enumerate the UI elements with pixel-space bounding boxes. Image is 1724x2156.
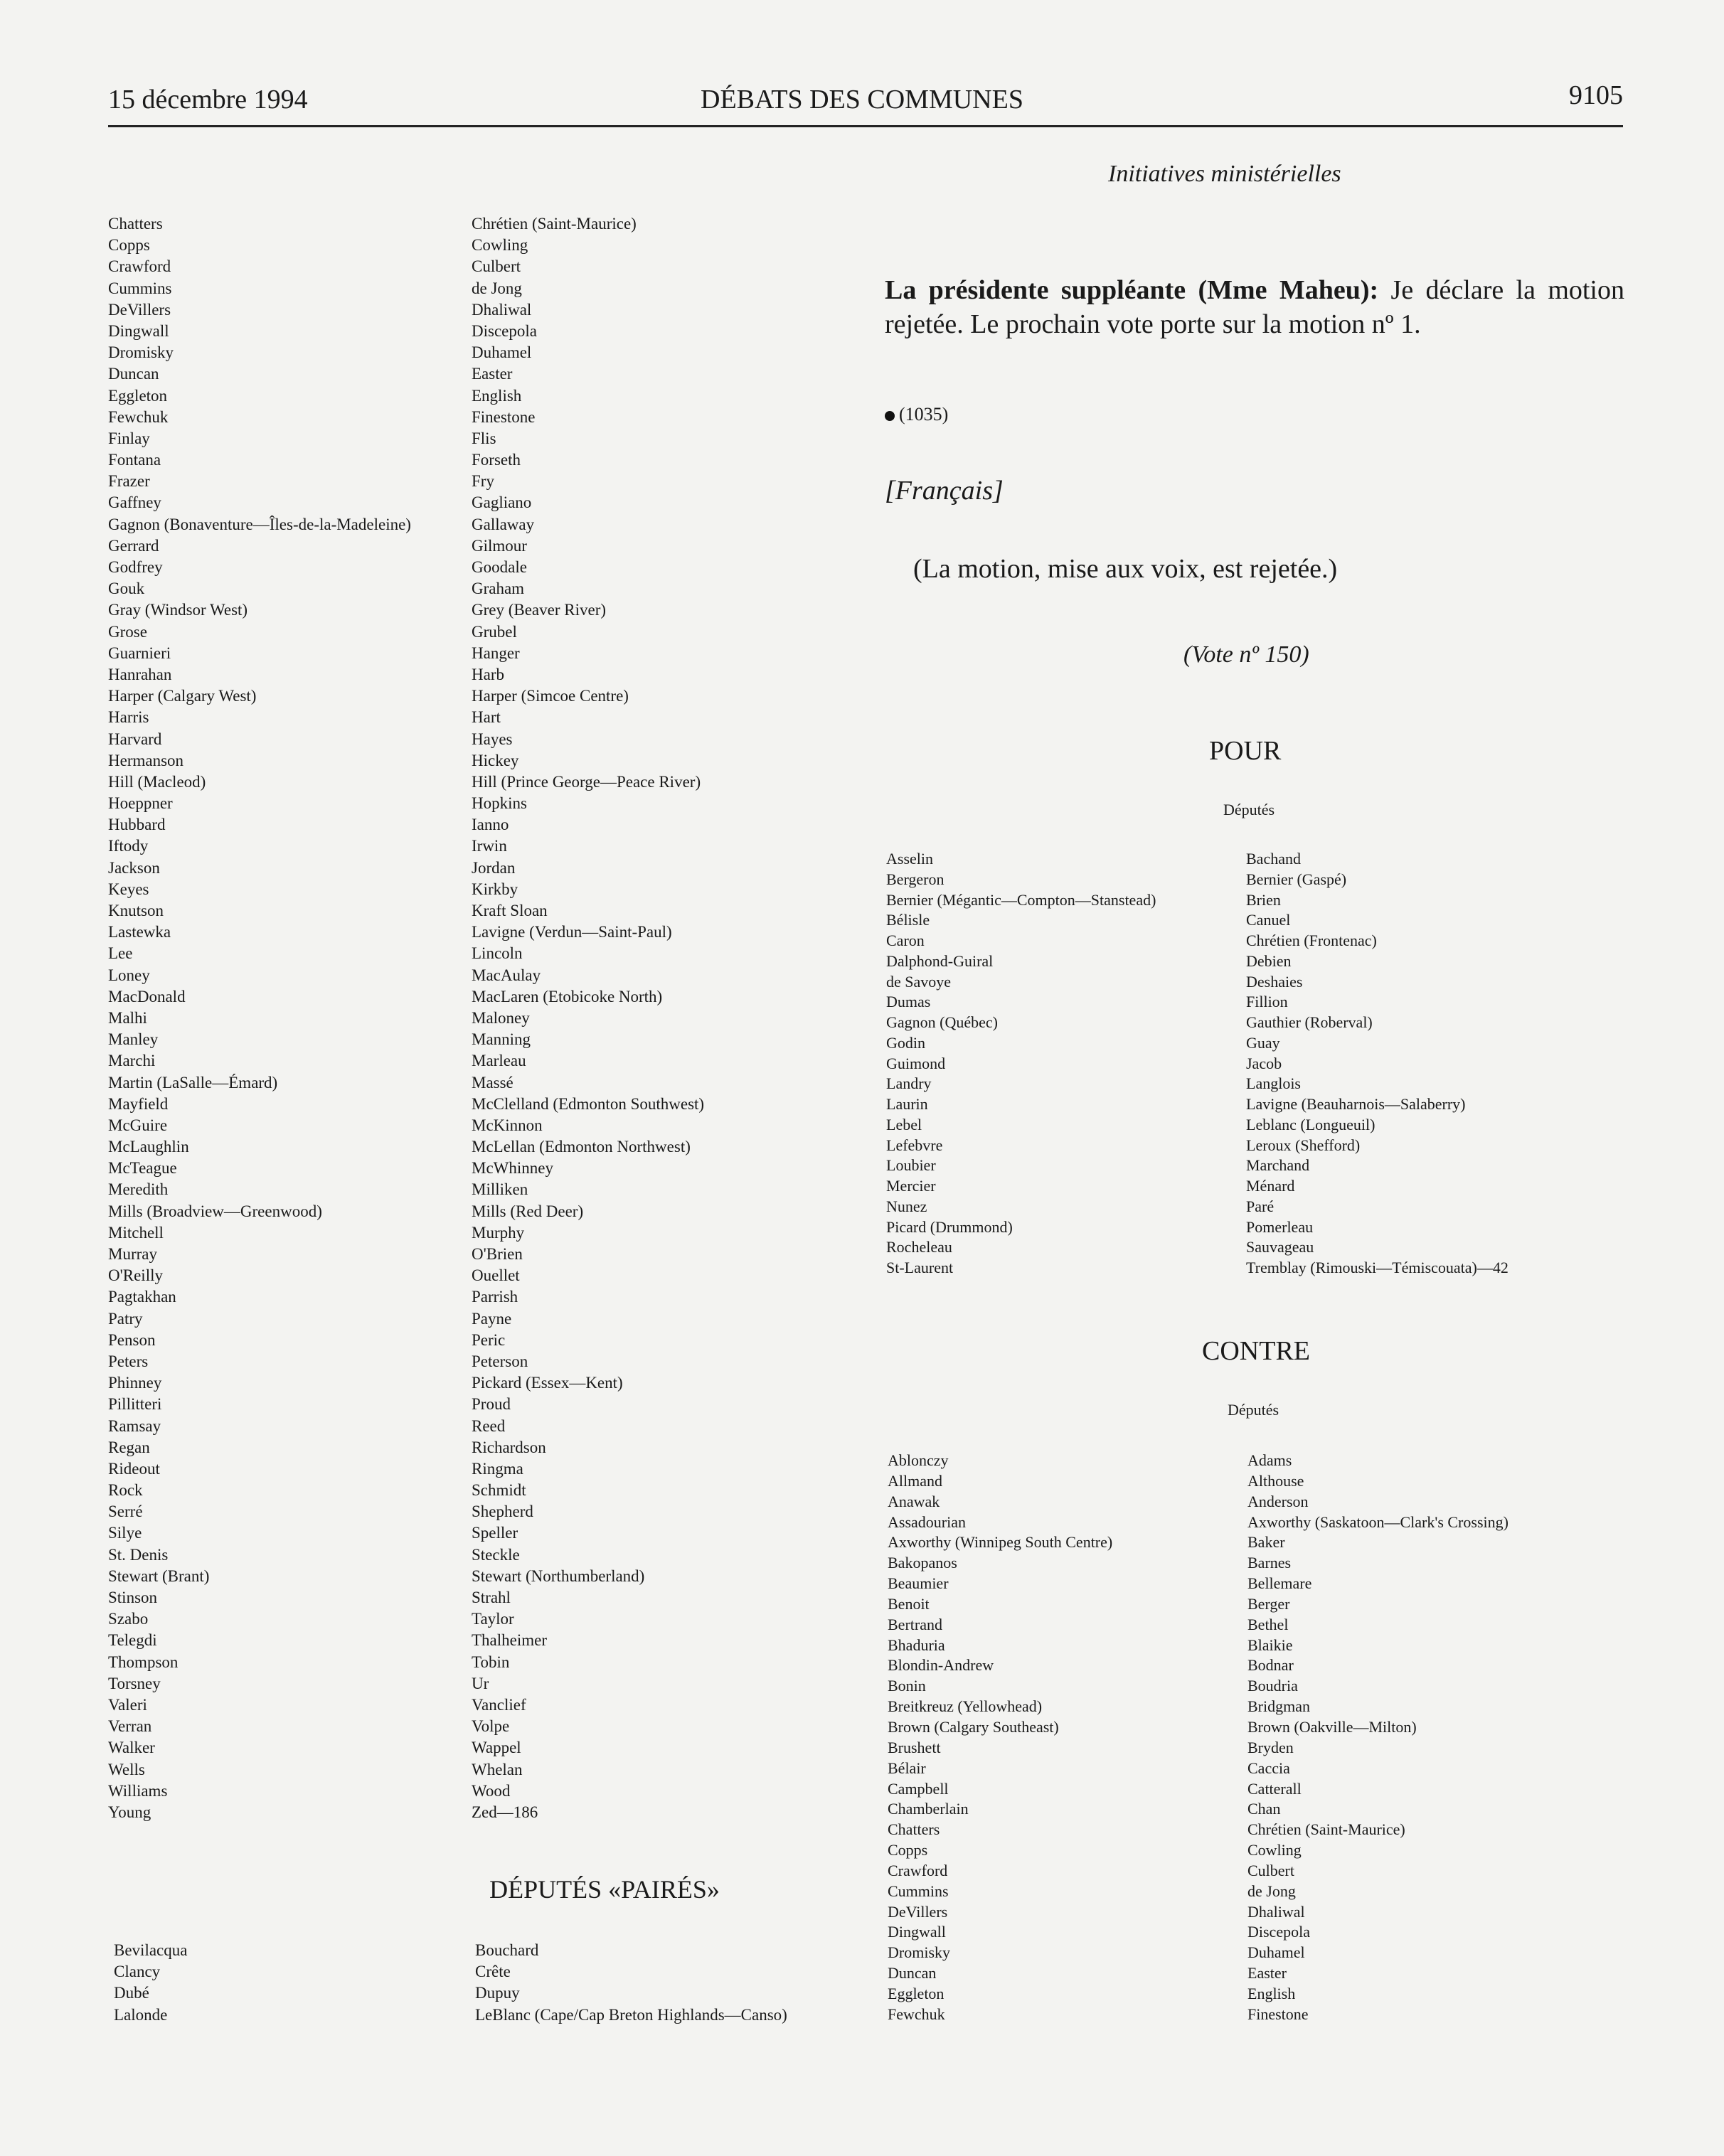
- member-name: Breitkreuz (Yellowhead): [888, 1697, 1043, 1716]
- member-name: Bryden: [1247, 1738, 1294, 1756]
- member-name: Mills (Broadview—Greenwood): [108, 1202, 322, 1220]
- member-name: Patry: [108, 1309, 143, 1328]
- member-name: Bhaduria: [888, 1635, 945, 1654]
- member-name: Szabo: [108, 1610, 149, 1628]
- member-name: Chrétien (Saint-Maurice): [472, 215, 637, 233]
- member-name: Anderson: [1247, 1492, 1309, 1510]
- member-name: Allmand: [888, 1471, 942, 1490]
- member-name: Bonin: [888, 1677, 926, 1695]
- member-name: Culbert: [472, 257, 521, 276]
- member-name: Milliken: [472, 1180, 528, 1199]
- member-name: Dhaliwal: [1247, 1902, 1305, 1921]
- member-name: St-Laurent: [886, 1259, 954, 1276]
- member-name: Blondin-Andrew: [888, 1656, 994, 1675]
- member-name: Lastewka: [108, 923, 171, 941]
- member-name: Pickard (Essex—Kent): [472, 1374, 623, 1392]
- member-name: Phinney: [108, 1374, 162, 1392]
- member-name: Beaumier: [888, 1574, 949, 1593]
- member-name: Payne: [472, 1309, 512, 1328]
- member-name: Duncan: [888, 1964, 937, 1982]
- paired-column-a: [114, 1940, 187, 2026]
- member-name: Ablonczy: [888, 1451, 949, 1469]
- member-name: Rocheleau: [886, 1238, 952, 1256]
- member-name: Murphy: [472, 1223, 525, 1242]
- member-name: Gilmour: [472, 536, 527, 555]
- member-name: Mercier: [886, 1177, 936, 1195]
- member-name: Young: [108, 1803, 151, 1821]
- header-rule: [108, 125, 1623, 127]
- member-name: Picard (Drummond): [886, 1217, 1013, 1236]
- member-name: Kirkby: [472, 880, 518, 898]
- motion-result: (La motion, mise aux voix, est rejetée.): [913, 554, 1338, 584]
- member-name: English: [472, 386, 522, 405]
- member-name: de Savoye: [886, 972, 952, 991]
- member-name: Bernier (Mégantic—Compton—Stanstead): [886, 890, 1156, 909]
- member-name: Mayfield: [108, 1094, 169, 1113]
- left-name-column-b: [472, 213, 704, 1823]
- member-name: Gray (Windsor West): [108, 601, 248, 619]
- member-name: Catterall: [1247, 1779, 1302, 1798]
- member-name: Ménard: [1246, 1177, 1295, 1195]
- member-name: Tremblay (Rimouski—Témiscouata)—42: [1246, 1259, 1508, 1276]
- member-name: Ringma: [472, 1459, 523, 1478]
- contre-heading: CONTRE: [1202, 1336, 1310, 1366]
- member-name: Wood: [472, 1781, 511, 1800]
- header-date: 15 décembre 1994: [108, 85, 308, 114]
- member-name: Hoeppner: [108, 794, 173, 813]
- member-name: MacDonald: [108, 987, 186, 1005]
- member-name: Nunez: [886, 1197, 927, 1215]
- member-name: Brien: [1246, 890, 1281, 909]
- member-name: Lavigne (Beauharnois—Salaberry): [1246, 1095, 1466, 1113]
- member-name: Assadourian: [888, 1512, 966, 1531]
- member-name: Wappel: [472, 1739, 521, 1757]
- member-name: McLellan (Edmonton Northwest): [472, 1138, 691, 1156]
- member-name: Gallaway: [472, 515, 535, 533]
- member-name: Jackson: [108, 858, 160, 877]
- member-name: Whelan: [472, 1760, 523, 1778]
- member-name: Steckle: [472, 1545, 520, 1564]
- member-name: Axworthy (Winnipeg South Centre): [888, 1533, 1113, 1552]
- member-name: Gaffney: [108, 493, 161, 512]
- member-name: Jacob: [1246, 1054, 1282, 1072]
- member-name: LeBlanc (Cape/Cap Breton Highlands—Canso): [475, 2005, 787, 2024]
- member-name: Bodnar: [1247, 1656, 1294, 1675]
- member-name: Dhaliwal: [472, 300, 532, 319]
- member-name: Harvard: [108, 730, 162, 748]
- member-name: Jordan: [472, 858, 516, 877]
- member-name: Bethel: [1247, 1615, 1289, 1633]
- member-name: Gouk: [108, 580, 145, 598]
- member-name: Paré: [1246, 1197, 1275, 1215]
- member-name: Crawford: [888, 1861, 948, 1879]
- member-name: Dubé: [114, 1984, 149, 2002]
- member-name: Dumas: [886, 993, 931, 1011]
- member-name: Fewchuk: [108, 407, 169, 426]
- member-name: Chan: [1247, 1800, 1281, 1818]
- pour-subheading: Députés: [1223, 801, 1275, 818]
- member-name: Blaikie: [1247, 1635, 1293, 1654]
- member-name: Copps: [888, 1841, 928, 1859]
- member-name: Dingwall: [888, 1923, 946, 1941]
- member-name: Bevilacqua: [114, 1941, 188, 1959]
- member-name: McWhinney: [472, 1159, 553, 1178]
- member-name: Hanger: [472, 644, 520, 662]
- member-name: Deshaies: [1246, 972, 1303, 991]
- member-name: Dromisky: [888, 1943, 950, 1962]
- member-name: O'Brien: [472, 1245, 523, 1263]
- member-name: Godin: [886, 1033, 925, 1052]
- member-name: Culbert: [1247, 1861, 1294, 1879]
- member-name: Bouchard: [475, 1941, 539, 1959]
- member-name: Schmidt: [472, 1481, 526, 1500]
- left-name-column-a: [108, 213, 411, 1823]
- member-name: Ramsay: [108, 1416, 161, 1435]
- member-name: Finlay: [108, 429, 150, 447]
- member-name: DeVillers: [888, 1902, 948, 1921]
- page-number: 9105: [1569, 80, 1623, 110]
- member-name: Asselin: [886, 850, 933, 868]
- member-name: Chamberlain: [888, 1800, 969, 1818]
- member-name: Laurin: [886, 1095, 928, 1113]
- member-name: Finestone: [472, 407, 536, 426]
- member-name: Dingwall: [108, 321, 169, 340]
- member-name: Lee: [108, 944, 133, 963]
- member-name: Kraft Sloan: [472, 902, 548, 919]
- member-name: Hill (Macleod): [108, 772, 206, 791]
- member-name: Martin (LaSalle—Émard): [108, 1073, 278, 1092]
- pour-column-a: [886, 849, 1156, 1279]
- member-name: Dromisky: [108, 343, 174, 362]
- member-name: Discepola: [472, 321, 537, 340]
- language-marker: [Français]: [885, 476, 1004, 506]
- timestamp-text: (1035): [899, 404, 949, 425]
- member-name: Caron: [886, 932, 925, 949]
- member-name: Bellemare: [1247, 1574, 1312, 1593]
- member-name: Speller: [472, 1524, 518, 1542]
- member-name: Wells: [108, 1760, 145, 1778]
- member-name: Anawak: [888, 1492, 940, 1510]
- member-name: Copps: [108, 236, 150, 255]
- member-name: Pillitteri: [108, 1395, 162, 1414]
- member-name: Zed—186: [472, 1803, 538, 1821]
- member-name: McGuire: [108, 1116, 168, 1134]
- member-name: Duhamel: [472, 343, 532, 362]
- member-name: Harris: [108, 708, 149, 727]
- member-name: Leblanc (Longueuil): [1246, 1115, 1376, 1133]
- member-name: Mitchell: [108, 1223, 164, 1242]
- member-name: de Jong: [472, 279, 522, 297]
- member-name: Lalonde: [114, 2005, 168, 2024]
- member-name: Guarnieri: [108, 644, 171, 662]
- member-name: Barnes: [1247, 1554, 1292, 1572]
- member-name: Frazer: [108, 472, 150, 491]
- member-name: Hanrahan: [108, 665, 172, 683]
- member-name: McClelland (Edmonton Southwest): [472, 1094, 705, 1113]
- member-name: St. Denis: [108, 1545, 169, 1564]
- member-name: Cummins: [108, 279, 172, 297]
- member-name: Marleau: [472, 1052, 526, 1070]
- member-name: Maloney: [472, 1008, 530, 1027]
- member-name: Fillion: [1246, 993, 1288, 1011]
- member-name: Walker: [108, 1739, 155, 1757]
- member-name: Hayes: [472, 730, 513, 748]
- section-tag: Initiatives ministérielles: [1108, 161, 1341, 187]
- member-name: Duhamel: [1247, 1943, 1305, 1962]
- member-name: Penson: [108, 1330, 156, 1349]
- member-name: Verran: [108, 1717, 152, 1736]
- member-name: Brushett: [888, 1738, 941, 1756]
- paired-members-heading: DÉPUTÉS «PAIRÉS»: [489, 1875, 720, 1904]
- member-name: Crête: [475, 1963, 511, 1981]
- member-name: Meredith: [108, 1180, 169, 1199]
- member-name: Gagnon (Québec): [886, 1013, 998, 1031]
- member-name: Brown (Calgary Southeast): [888, 1717, 1059, 1736]
- member-name: Brown (Oakville—Milton): [1247, 1717, 1417, 1736]
- member-name: Grey (Beaver River): [472, 601, 607, 619]
- member-name: Marchi: [108, 1052, 156, 1070]
- member-name: Loney: [108, 966, 150, 984]
- member-name: Tobin: [472, 1653, 510, 1671]
- member-name: Stewart (Brant): [108, 1567, 210, 1585]
- member-name: Pagtakhan: [108, 1288, 176, 1306]
- member-name: English: [1247, 1984, 1296, 2002]
- member-name: Benoit: [888, 1594, 930, 1613]
- member-name: McKinnon: [472, 1116, 543, 1134]
- member-name: Bélisle: [886, 911, 930, 929]
- member-name: Leroux (Shefford): [1246, 1136, 1361, 1154]
- member-name: Duncan: [108, 365, 159, 383]
- member-name: Bergeron: [886, 870, 945, 888]
- member-name: Finestone: [1247, 2005, 1309, 2023]
- member-name: Crawford: [108, 257, 171, 276]
- member-name: Stinson: [108, 1589, 158, 1606]
- member-name: Pomerleau: [1246, 1217, 1314, 1236]
- bullet-icon: [885, 411, 895, 421]
- member-name: Reed: [472, 1416, 506, 1435]
- member-name: Grubel: [472, 622, 517, 641]
- member-name: Gauthier (Roberval): [1246, 1013, 1373, 1031]
- member-name: Flis: [472, 429, 496, 447]
- member-name: Thalheimer: [472, 1631, 548, 1650]
- member-name: Harb: [472, 665, 504, 683]
- paired-column-b: [475, 1940, 787, 2026]
- member-name: Landry: [886, 1074, 932, 1093]
- member-name: Cowling: [472, 236, 528, 255]
- member-name: Dupuy: [475, 1984, 520, 2002]
- member-name: Chatters: [108, 215, 163, 233]
- member-name: Torsney: [108, 1674, 161, 1692]
- member-name: Rock: [108, 1481, 143, 1500]
- member-name: Irwin: [472, 837, 507, 855]
- member-name: Harper (Simcoe Centre): [472, 687, 629, 705]
- member-name: Adams: [1247, 1451, 1292, 1469]
- member-name: Fry: [472, 472, 494, 491]
- member-name: Peterson: [472, 1352, 528, 1370]
- member-name: Mills (Red Deer): [472, 1202, 584, 1220]
- member-name: DeVillers: [108, 300, 171, 319]
- member-name: Telegdi: [108, 1631, 157, 1650]
- speaker-name: La présidente suppléante (Mme Maheu):: [885, 275, 1379, 305]
- member-name: Stewart (Northumberland): [472, 1567, 645, 1585]
- member-name: Chrétien (Frontenac): [1246, 932, 1377, 949]
- member-name: Murray: [108, 1245, 157, 1263]
- member-name: Massé: [472, 1073, 514, 1092]
- member-name: Guay: [1246, 1033, 1280, 1052]
- member-name: Grose: [108, 622, 147, 641]
- speech-text: Je déclare la motion rejetée. Le prochain vote porte sur la motion nº 1.: [885, 275, 1624, 339]
- member-name: Peters: [108, 1352, 149, 1370]
- pour-heading: POUR: [1209, 736, 1282, 766]
- speech-paragraph: [885, 273, 1624, 341]
- member-name: Chrétien (Saint-Maurice): [1247, 1820, 1405, 1839]
- member-name: Forseth: [472, 451, 521, 469]
- member-name: Harper (Calgary West): [108, 687, 257, 705]
- member-name: Hickey: [472, 751, 519, 769]
- member-name: Valeri: [108, 1695, 147, 1714]
- member-name: Eggleton: [888, 1984, 945, 2002]
- member-name: Ur: [472, 1674, 489, 1692]
- member-name: Lincoln: [472, 944, 523, 963]
- member-name: Bertrand: [888, 1615, 942, 1633]
- member-name: Ianno: [472, 816, 509, 834]
- member-name: Ouellet: [472, 1266, 520, 1285]
- member-name: Althouse: [1247, 1471, 1304, 1490]
- member-name: MacAulay: [472, 966, 541, 984]
- member-name: Sauvageau: [1246, 1238, 1314, 1256]
- member-name: Bélair: [888, 1759, 926, 1777]
- member-name: Cummins: [888, 1882, 949, 1900]
- member-name: Godfrey: [108, 558, 163, 576]
- member-name: Fewchuk: [888, 2005, 945, 2023]
- member-name: Dalphond-Guiral: [886, 951, 994, 970]
- member-name: Discepola: [1247, 1923, 1310, 1941]
- contre-column-b: [1247, 1451, 1508, 2025]
- member-name: Richardson: [472, 1438, 546, 1456]
- member-name: Easter: [1247, 1964, 1287, 1982]
- member-name: Hart: [472, 708, 501, 727]
- member-name: Rideout: [108, 1459, 160, 1478]
- member-name: Gagliano: [472, 493, 532, 512]
- member-name: Bachand: [1246, 850, 1301, 868]
- member-name: Thompson: [108, 1653, 179, 1671]
- member-name: Malhi: [108, 1008, 147, 1027]
- member-name: Graham: [472, 580, 525, 598]
- member-name: Langlois: [1246, 1074, 1301, 1093]
- member-name: Parrish: [472, 1288, 518, 1306]
- member-name: Knutson: [108, 902, 164, 919]
- member-name: Peric: [472, 1330, 506, 1349]
- timestamp: [885, 404, 948, 425]
- member-name: Volpe: [472, 1717, 510, 1736]
- member-name: Manning: [472, 1030, 531, 1049]
- member-name: O'Reilly: [108, 1266, 163, 1285]
- member-name: Goodale: [472, 558, 527, 576]
- member-name: Hermanson: [108, 751, 184, 769]
- member-name: Gerrard: [108, 536, 159, 555]
- member-name: Baker: [1247, 1533, 1285, 1552]
- member-name: MacLaren (Etobicoke North): [472, 987, 663, 1005]
- member-name: Chatters: [888, 1820, 940, 1839]
- member-name: Canuel: [1246, 911, 1291, 929]
- member-name: Campbell: [888, 1779, 949, 1798]
- member-name: Bakopanos: [888, 1554, 957, 1572]
- member-name: Keyes: [108, 880, 149, 898]
- member-name: Iftody: [108, 837, 149, 855]
- member-name: Cowling: [1247, 1841, 1302, 1859]
- member-name: Guimond: [886, 1054, 946, 1072]
- contre-subheading: Députés: [1228, 1401, 1279, 1419]
- member-name: Vanclief: [472, 1695, 526, 1714]
- member-name: Serré: [108, 1503, 143, 1521]
- member-name: Easter: [472, 365, 513, 383]
- member-name: Regan: [108, 1438, 150, 1456]
- member-name: McLaughlin: [108, 1138, 189, 1156]
- member-name: Manley: [108, 1030, 159, 1049]
- member-name: Lefebvre: [886, 1136, 943, 1154]
- member-name: Marchand: [1246, 1156, 1310, 1175]
- member-name: Silye: [108, 1524, 142, 1542]
- member-name: Hubbard: [108, 816, 166, 834]
- header-title: DÉBATS DES COMMUNES: [701, 85, 1023, 114]
- member-name: Hill (Prince George—Peace River): [472, 772, 701, 791]
- member-name: Fontana: [108, 451, 161, 469]
- member-name: Berger: [1247, 1594, 1290, 1613]
- member-name: Williams: [108, 1781, 168, 1800]
- member-name: Lavigne (Verdun—Saint-Paul): [472, 923, 672, 941]
- member-name: Proud: [472, 1395, 511, 1414]
- member-name: Bridgman: [1247, 1697, 1310, 1716]
- member-name: Strahl: [472, 1589, 511, 1606]
- pour-column-b: [1246, 849, 1508, 1279]
- member-name: Caccia: [1247, 1759, 1290, 1777]
- member-name: Bernier (Gaspé): [1246, 870, 1347, 888]
- vote-number: (Vote nº 150): [1183, 641, 1309, 668]
- member-name: Hopkins: [472, 794, 527, 813]
- member-name: McTeague: [108, 1159, 177, 1178]
- member-name: Shepherd: [472, 1503, 533, 1521]
- member-name: Gagnon (Bonaventure—Îles-de-la-Madeleine): [108, 515, 411, 533]
- member-name: Boudria: [1247, 1677, 1298, 1695]
- member-name: Eggleton: [108, 386, 168, 405]
- member-name: Taylor: [472, 1610, 514, 1628]
- member-name: Debien: [1246, 951, 1292, 970]
- member-name: Axworthy (Saskatoon—Clark's Crossing): [1247, 1512, 1508, 1531]
- member-name: de Jong: [1247, 1882, 1296, 1900]
- member-name: Clancy: [114, 1963, 161, 1981]
- member-name: Lebel: [886, 1115, 922, 1133]
- member-name: Loubier: [886, 1156, 936, 1175]
- contre-column-a: [888, 1451, 1112, 2025]
